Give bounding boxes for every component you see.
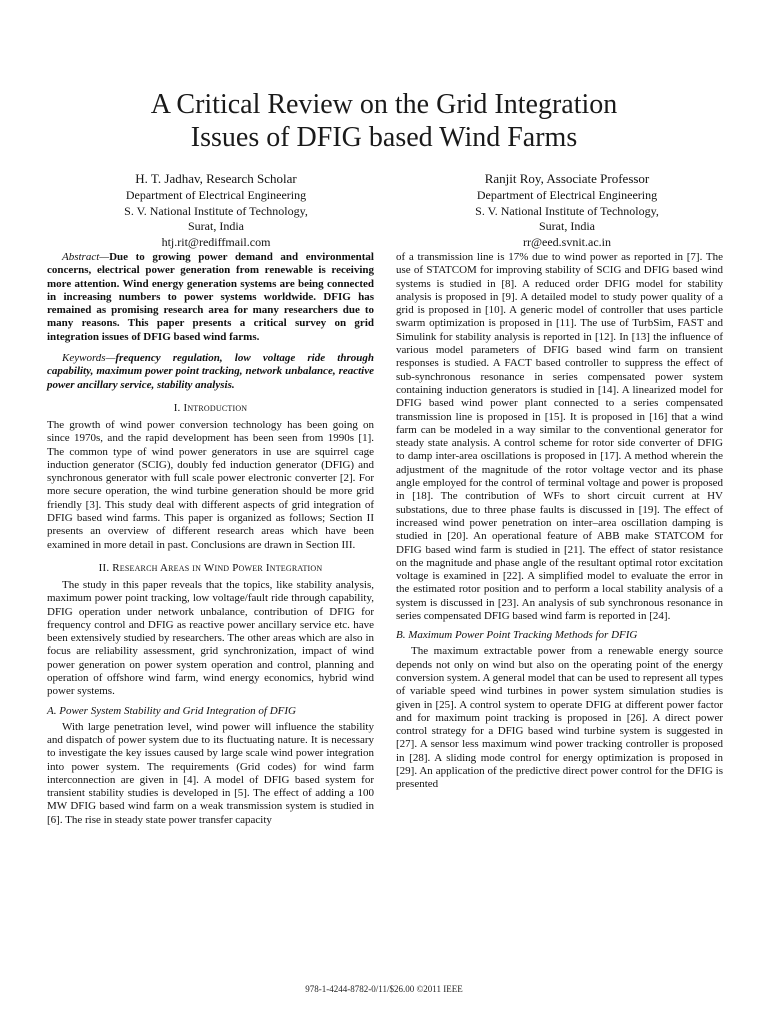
title-line-1: A Critical Review on the Grid Integration <box>150 89 618 120</box>
author-city: Surat, India <box>188 219 244 233</box>
author-email: htj.rit@rediffmail.com <box>161 234 271 249</box>
subsection-heading-mppt: B. Maximum Power Point Tracking Methods for DFIG <box>396 629 638 642</box>
author-institute: S. V. National Institute of Technology, <box>124 203 308 218</box>
abstract <box>47 251 374 344</box>
paper-title <box>0 88 768 154</box>
author-city: Surat, India <box>539 219 595 233</box>
section-heading-introduction: I. Introduction <box>173 401 248 414</box>
author-name: Ranjit Roy, Associate Professor <box>484 171 650 186</box>
author-block-1 <box>66 170 366 250</box>
keywords-text: frequency regulation, low voltage ride through capability, maximum power point tracking, network unbalance, reactive power ancillary service, stability analysis. <box>47 352 374 391</box>
abstract-text: Due to growing power demand and environmental concerns, electrical power generation from renewable is receiving more attention. Wind energy generation systems are being connected in increasing numbers to power systems worldwide. DFIG has remained as promising research area for many researchers due to many reasons. This paper presents a critical survey on grid integration issues of DFIG based wind farms. <box>47 251 374 343</box>
copyright-footer: 978-1-4244-8782-0/11/$26.00 ©2011 IEEE <box>305 984 463 994</box>
right-column <box>396 251 723 792</box>
author-name: H. T. Jadhav, Research Scholar <box>135 171 297 186</box>
abstract-label: Abstract— <box>62 251 110 263</box>
author-email: rr@eed.svnit.ac.in <box>522 234 612 249</box>
keywords-label: Keywords— <box>62 352 116 365</box>
title-line-2: Issues of DFIG based Wind Farms <box>190 122 578 153</box>
keywords <box>47 352 374 392</box>
research-areas-paragraph: The study in this paper reveals that the topics, like stability analysis, maximum power point tracking, low voltage/fault ride through capability, DFIG operation under network unbalance, contribution of DFIG for frequency control and DFIG as reactive power ancillary service etc. have been extensively studied by researchers. The other areas which are also in focus are reliability assessment, grid synchronization, impact of wind power generation on power system operation and control, planning and operation of offshore wind farm, wind energy economics, hybrid wind power systems. <box>47 578 374 698</box>
left-column <box>47 251 374 827</box>
stability-paragraph-continued: of a transmission line is 17% due to wind power as reported in [7]. The use of STATCOM for improving stability of SCIG and DFIG based wind systems is studied in [8]. A reduced order DFIG model for stability analysis is proposed in [9]. A detailed model to study power quality of a grid is proposed in [10]. A generic model of controller that uses particle swarm optimization is proposed in [11]. The use of TurbSim, FAST and Simulink for stability analysis is reported in [12]. In [13] the influence of various model parameters of DFIG based wind farm on transient responses is studied. A FACT based controller to suppress the effect of sub-synchronous resonance in series compensated power system containing induction generators is studied in [14]. A linearized model for DFIG based wind power plant connected to a series compensated transmission line is proposed in [15]. It is proposed in [16] that a wind farm can be modeled in a way similar to the conventional generator for steady state analysis. A control scheme for rotor side converter of DFIG to damp inter-area oscillations is proposed in [17]. A method wherein the adjustment of the magnitude of the rotor voltage vector and its phase angle employed for the control of terminal voltage and power is proposed in [18]. The contribution of WFs to short circuit current at HV substations, due to three phase faults is discussed in [19]. The effect of increased wind power penetration on inter–area oscillation damping is studied in [20]. An operational feature of ABB make STATCOM for DFIG based wind farm is studied in [21]. The effect of stator resistance on the magnitude and phase angle of the resultant optimal rotor excitation voltage is examined in [22]. A simplified model to evaluate the error in the estimated rotor position and to perform a local stability analysis of a system is discussed in [23]. An analysis of sub synchronous resonance in series compensated DFIG based wind farm is reported in [24]. <box>396 251 723 623</box>
author-institute: S. V. National Institute of Technology, <box>475 203 659 218</box>
introduction-paragraph: The growth of wind power conversion technology has been going on since 1970s, and the rapid development has been seen from 1990s [1]. The common type of wind power generators in use are squirrel cage induction generator (SCIG), doubly fed induction generator (DFIG) and synchronous generator with full scale power electronic converter [2]. For more secure operation, the wind turbine generation should be more grid friendly [3]. This study deal with different aspects of grid integration of DFIG based wind farms. This paper is organized as follows; Section II presents an overview of different research areas which have been examined in more detail in past. Conclusions are drawn in Section III. <box>47 418 374 551</box>
author-block-2 <box>417 170 717 250</box>
author-department: Department of Electrical Engineering <box>476 188 658 202</box>
stability-paragraph: With large penetration level, wind power will influence the stability and dispatch of power system due to its fluctuating nature. It is necessary to investigate the key issues caused by large scale wind power integration into power system. The requirements (Grid codes) for wind farm interconnection are given in [4]. A model of DFIG based system for transient stability studies is developed in [5]. The effect of adding a 100 MW DFIG based wind farm on a weak transmission system is studied in [6]. The rise in steady state power transfer capacity <box>47 720 374 826</box>
mppt-paragraph: The maximum extractable power from a renewable energy source depends not only on wind but also on the operating point of the energy conversion system. A general model that can be used to represent all types of variable speed wind turbines in power system simulation studies is given in [25]. A control system to operate DFIG at different power factor and for maximum point tracking is proposed in [26]. A direct power control strategy for a DFIG based wind turbine system is suggested in [27]. A sensor less maximum wind power tracking controller is proposed in [28]. A sliding mode control for energy optimization is proposed in [29]. An application of the predictive direct power control for the DFIG is presented <box>396 645 723 791</box>
section-heading-research-areas: II. Research Areas in Wind Power Integration <box>98 561 323 574</box>
subsection-heading-stability: A. Power System Stability and Grid Integration of DFIG <box>47 704 296 717</box>
author-department: Department of Electrical Engineering <box>125 188 307 202</box>
